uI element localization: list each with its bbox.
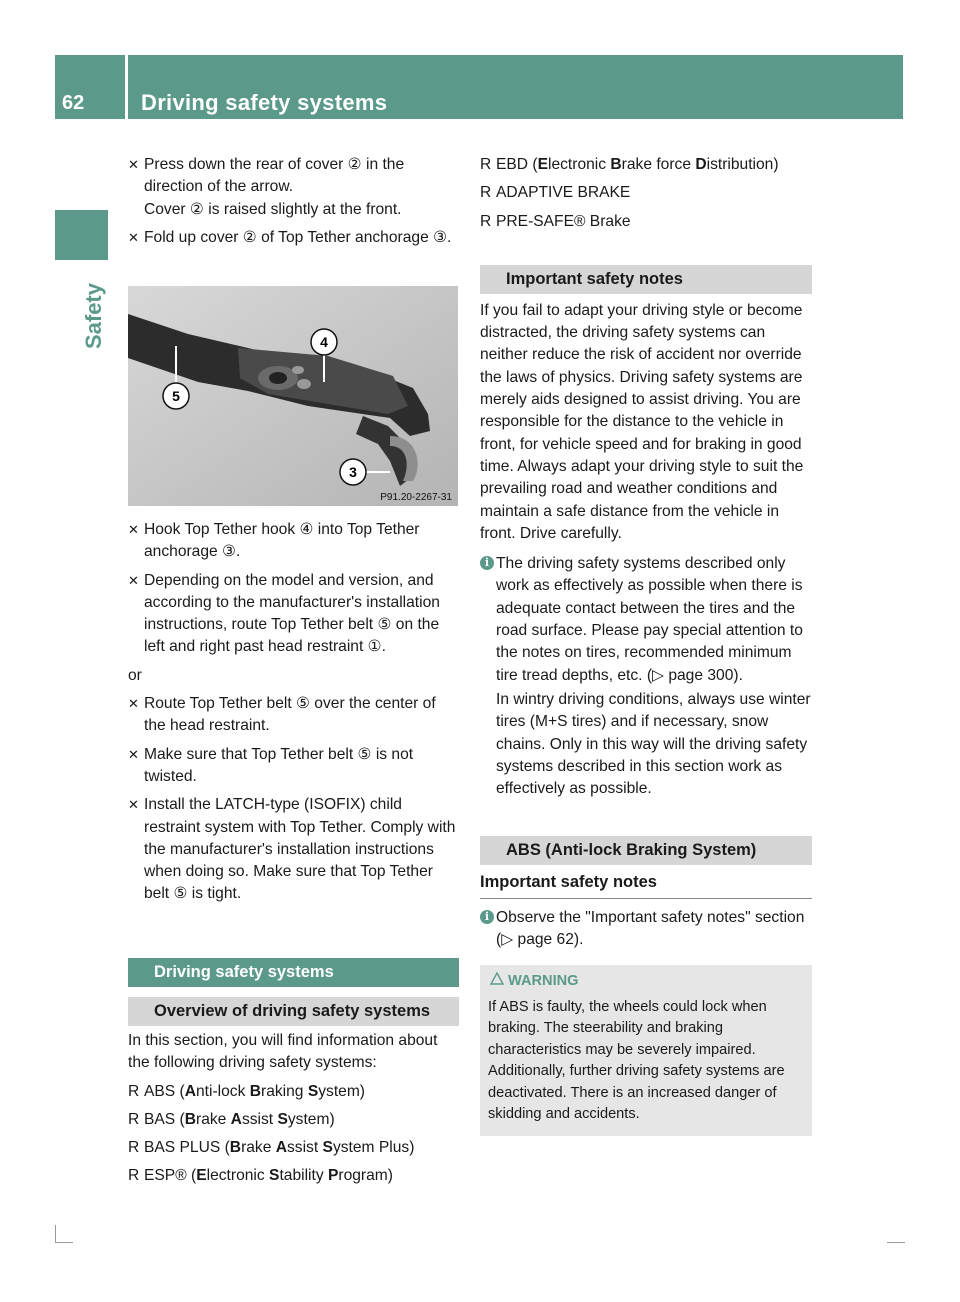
section-heading: Driving safety systems bbox=[128, 958, 459, 987]
info-note bbox=[480, 553, 812, 800]
page-number: 62 bbox=[62, 92, 85, 114]
instruction-step bbox=[128, 794, 460, 905]
subsection-heading: ABS (Anti-lock Braking System) bbox=[480, 836, 812, 865]
instruction-step bbox=[128, 227, 460, 249]
warning-text: If ABS is faulty, the wheels could lock when braking. The steerability and braking characteristics may be severely impaired. Additionally, further driving safety systems are deactivated. There is an increased danger of skidding and accidents. bbox=[488, 998, 785, 1123]
step-text: Make sure that Top Tether belt ⑤ is not twisted. bbox=[144, 745, 414, 785]
step-text: Depending on the model and version, and according to the manufacturer's installation instructions, route Top Tether belt ⑤ on the left and right past head restraint ①. bbox=[144, 571, 440, 656]
left-column-bottom bbox=[128, 519, 460, 912]
warning-triangle-icon bbox=[490, 972, 504, 985]
bullet-icon: R bbox=[128, 1082, 140, 1100]
right-column bbox=[480, 154, 812, 1136]
top-tether-illustration bbox=[128, 286, 458, 506]
system-name: BAS PLUS (Brake Assist System Plus) bbox=[144, 1139, 415, 1157]
subsection-heading: Important safety notes bbox=[480, 265, 812, 294]
instruction-step bbox=[128, 744, 460, 789]
systems-list bbox=[128, 1081, 459, 1188]
arrow-icon: ✕ bbox=[128, 157, 139, 172]
warning-heading bbox=[488, 971, 804, 993]
instruction-step bbox=[128, 154, 460, 221]
system-item bbox=[480, 211, 812, 233]
system-item bbox=[128, 1109, 459, 1131]
subsection-subheading: Important safety notes bbox=[480, 871, 812, 898]
figure-code: P91.20-2267-31 bbox=[380, 492, 452, 503]
info-note bbox=[480, 907, 812, 952]
step-text: Route Top Tether belt ⑤ over the center of the head restraint. bbox=[144, 695, 436, 735]
instruction-step bbox=[128, 519, 460, 564]
crop-mark bbox=[55, 1242, 73, 1243]
info-text: The driving safety systems described only work as effectively as possible when there is adequate contact between the tires and the road surface. Please pay special attention to the notes on tires, recommended minimum tire tread depths, etc. (▷ page 300). bbox=[496, 555, 803, 684]
system-item bbox=[128, 1081, 459, 1103]
system-item bbox=[480, 154, 812, 176]
top-tether-photo bbox=[128, 286, 458, 506]
arrow-icon: ✕ bbox=[128, 797, 139, 813]
system-name: ADAPTIVE BRAKE bbox=[496, 184, 631, 202]
left-column-top bbox=[128, 154, 460, 255]
bullet-icon: R bbox=[480, 212, 492, 230]
system-item bbox=[128, 1137, 459, 1159]
subsection-heading: Overview of driving safety systems bbox=[128, 997, 459, 1026]
callout-4: 4 bbox=[320, 334, 328, 350]
arrow-icon: ✕ bbox=[128, 696, 139, 712]
section-tab bbox=[55, 210, 108, 260]
instruction-step bbox=[128, 570, 460, 659]
bullet-icon: R bbox=[128, 1139, 140, 1157]
callout-3: 3 bbox=[349, 464, 357, 480]
step-text: Cover ② is raised slightly at the front. bbox=[144, 200, 402, 218]
left-column-systems bbox=[128, 958, 459, 1194]
overview-intro: In this section, you will find information about the following driving safety systems: bbox=[128, 1032, 438, 1072]
arrow-icon: ✕ bbox=[128, 746, 139, 762]
step-text: Hook Top Tether hook ④ into Top Tether anchorage ③. bbox=[144, 521, 420, 561]
important-body: If you fail to adapt your driving style or become distracted, the driving safety systems can neither reduce the risk of accident nor override the laws of physics. Driving safety systems are merely aids designed to assist driving. You are responsible for the distance to the vehicle in front, for vehicle speed and for braking in good time. Always adapt your driving style to suit the prevailing road and weather conditions and maintain a safe distance from the vehicle in front. Drive carefully. bbox=[480, 301, 804, 542]
arrow-icon: ✕ bbox=[128, 229, 139, 245]
callout-5: 5 bbox=[172, 388, 180, 404]
system-name: PRE-SAFE® Brake bbox=[496, 212, 631, 230]
instruction-step bbox=[128, 693, 460, 738]
or-text: or bbox=[128, 666, 142, 684]
info-icon: i bbox=[480, 910, 494, 924]
header-divider bbox=[125, 55, 128, 119]
section-label: Safety bbox=[81, 283, 106, 350]
warning-title: WARNING bbox=[508, 973, 579, 990]
arrow-icon: ✕ bbox=[128, 572, 139, 588]
bullet-icon: R bbox=[128, 1167, 140, 1185]
system-name: ABS (Anti-lock Braking System) bbox=[144, 1082, 365, 1100]
step-text: Press down the rear of cover ② in the direction of the arrow. bbox=[144, 156, 405, 196]
bullet-icon: R bbox=[128, 1110, 140, 1128]
system-name: ESP® (Electronic Stability Program) bbox=[144, 1167, 393, 1185]
step-text: Fold up cover ② of Top Tether anchorage ③. bbox=[144, 228, 452, 246]
system-item bbox=[480, 182, 812, 204]
crop-mark bbox=[887, 1242, 905, 1243]
page-title: Driving safety systems bbox=[141, 90, 388, 115]
info-text: Observe the "Important safety notes" section (▷ page 62). bbox=[496, 908, 805, 949]
arrow-icon: ✕ bbox=[128, 522, 139, 537]
system-name: EBD (Electronic Brake force Distribution) bbox=[496, 156, 779, 173]
info-text: In wintry driving conditions, always use winter tires (M+S tires) and if necessary, snow chains. Only in this way will the driving safety systems described in this section work as effectively as possible. bbox=[496, 690, 811, 798]
bullet-icon: R bbox=[480, 184, 492, 202]
bullet-icon: R bbox=[480, 156, 492, 173]
systems-list bbox=[480, 154, 812, 233]
system-name: BAS (Brake Assist System) bbox=[144, 1110, 335, 1128]
system-item bbox=[128, 1165, 459, 1187]
crop-mark bbox=[55, 1225, 56, 1243]
step-text: Install the LATCH-type (ISOFIX) child restraint system with Top Tether. Comply with the manufacturer's installation instructions when doing so. Make sure that Top Tether belt ⑤ is tight. bbox=[144, 796, 456, 903]
info-icon: i bbox=[480, 556, 494, 570]
warning-box bbox=[480, 965, 812, 1136]
